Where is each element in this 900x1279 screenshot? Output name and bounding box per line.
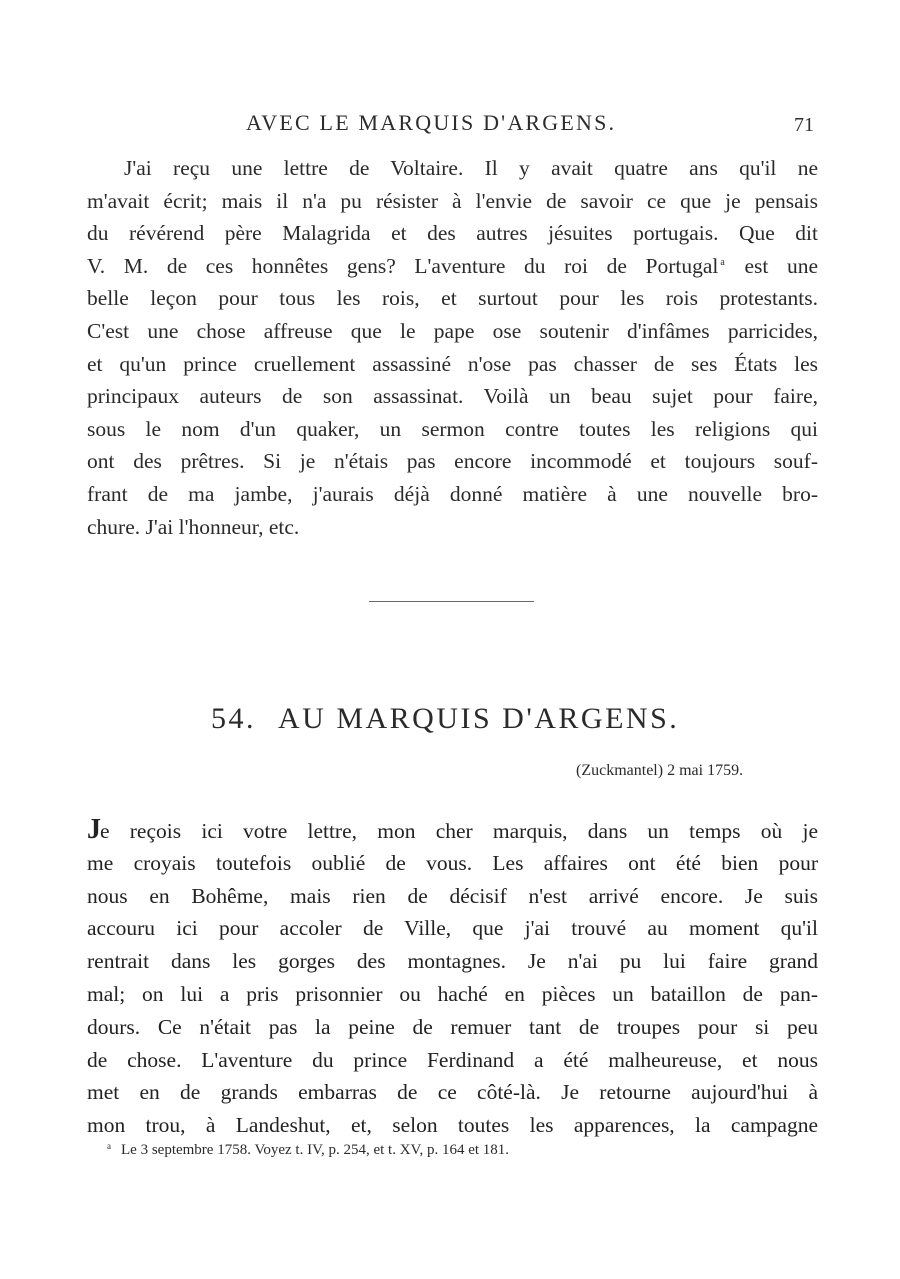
running-title: AVEC LE MARQUIS D'ARGENS. xyxy=(246,110,617,135)
letter-number: 54. xyxy=(211,702,256,735)
text-line: belle leçon pour tous les rois, et surtout pour les rois protestants. xyxy=(87,286,818,311)
text-line: rentrait dans les gorges des montagnes. Je n'ai pu lui faire grand xyxy=(87,949,818,974)
text-line: chure. J'ai l'honneur, etc. xyxy=(87,514,300,539)
letter-heading xyxy=(211,702,679,736)
text-line: sous le nom d'un quaker, un sermon contre toutes les religions qui xyxy=(87,416,818,441)
footnote-reference[interactable]: a xyxy=(720,256,725,268)
text-line-first xyxy=(87,814,818,847)
section-separator-rule xyxy=(369,601,534,602)
text-line: principaux auteurs de son assassinat. Voilà un beau sujet pour faire, xyxy=(87,384,818,409)
text-line: C'est une chose affreuse que le pape ose soutenir d'infâmes parricides, xyxy=(87,318,818,343)
footnote xyxy=(107,1141,509,1159)
text-line: J'ai reçu une lettre de Voltaire. Il y avait quatre ans qu'il ne xyxy=(124,156,818,180)
text-line: de chose. L'aventure du prince Ferdinand a été malheureuse, et nous xyxy=(87,1047,818,1072)
text-line-tail: est une xyxy=(744,253,818,278)
footnote-mark: a xyxy=(107,1141,111,1151)
page-number: 71 xyxy=(794,114,814,136)
text-line: du révérend père Malagrida et des autres jésuites portugais. Que dit xyxy=(87,221,818,246)
text-line-rest: e reçois ici votre lettre, mon cher marquis, dans un temps où je xyxy=(100,819,818,843)
text-line: met en de grands embarras de ce côté-là. Je retourne aujourd'hui à xyxy=(87,1080,818,1105)
text-line: dours. Ce n'était pas la peine de remuer tant de troupes pour si peu xyxy=(87,1014,818,1039)
text-line-with-footnote xyxy=(87,250,818,283)
letter-dateline: (Zuckmantel) 2 mai 1759. xyxy=(576,762,744,779)
text-line: mon trou, à Landeshut, et, selon toutes les apparences, la campagne xyxy=(87,1113,818,1138)
text-line: me croyais toutefois oublié de vous. Les affaires ont été bien pour xyxy=(87,850,818,875)
text-line-head: V. M. de ces honnêtes gens? L'aventure du roi de Portugal xyxy=(87,253,719,278)
text-line: mal; on lui a pris prisonnier ou haché en pièces un bataillon de pan- xyxy=(87,981,818,1006)
footnote-text: Le 3 septembre 1758. Voyez t. IV, p. 254, et t. XV, p. 164 et 181. xyxy=(121,1142,510,1158)
initial-letter: J xyxy=(87,814,100,845)
text-line: nous en Bohême, mais rien de décisif n'est arrivé encore. Je suis xyxy=(87,883,818,908)
text-line: frant de ma jambe, j'aurais déjà donné matière à une nouvelle bro- xyxy=(87,481,818,506)
text-line: et qu'un prince cruellement assassiné n'ose pas chasser de ses États les xyxy=(87,351,818,376)
paragraph-previous-letter xyxy=(87,152,818,543)
letter-body xyxy=(87,814,818,1142)
letter-title: AU MARQUIS D'ARGENS. xyxy=(278,702,680,735)
text-line: ont des prêtres. Si je n'étais pas encore incommodé et toujours souf- xyxy=(87,449,818,474)
running-head xyxy=(0,110,900,140)
text-line: accouru ici pour accoler de Ville, que j'ai trouvé au moment qu'il xyxy=(87,916,818,941)
text-line: m'avait écrit; mais il n'a pu résister à l'envie de savoir ce que je pensais xyxy=(87,188,818,213)
